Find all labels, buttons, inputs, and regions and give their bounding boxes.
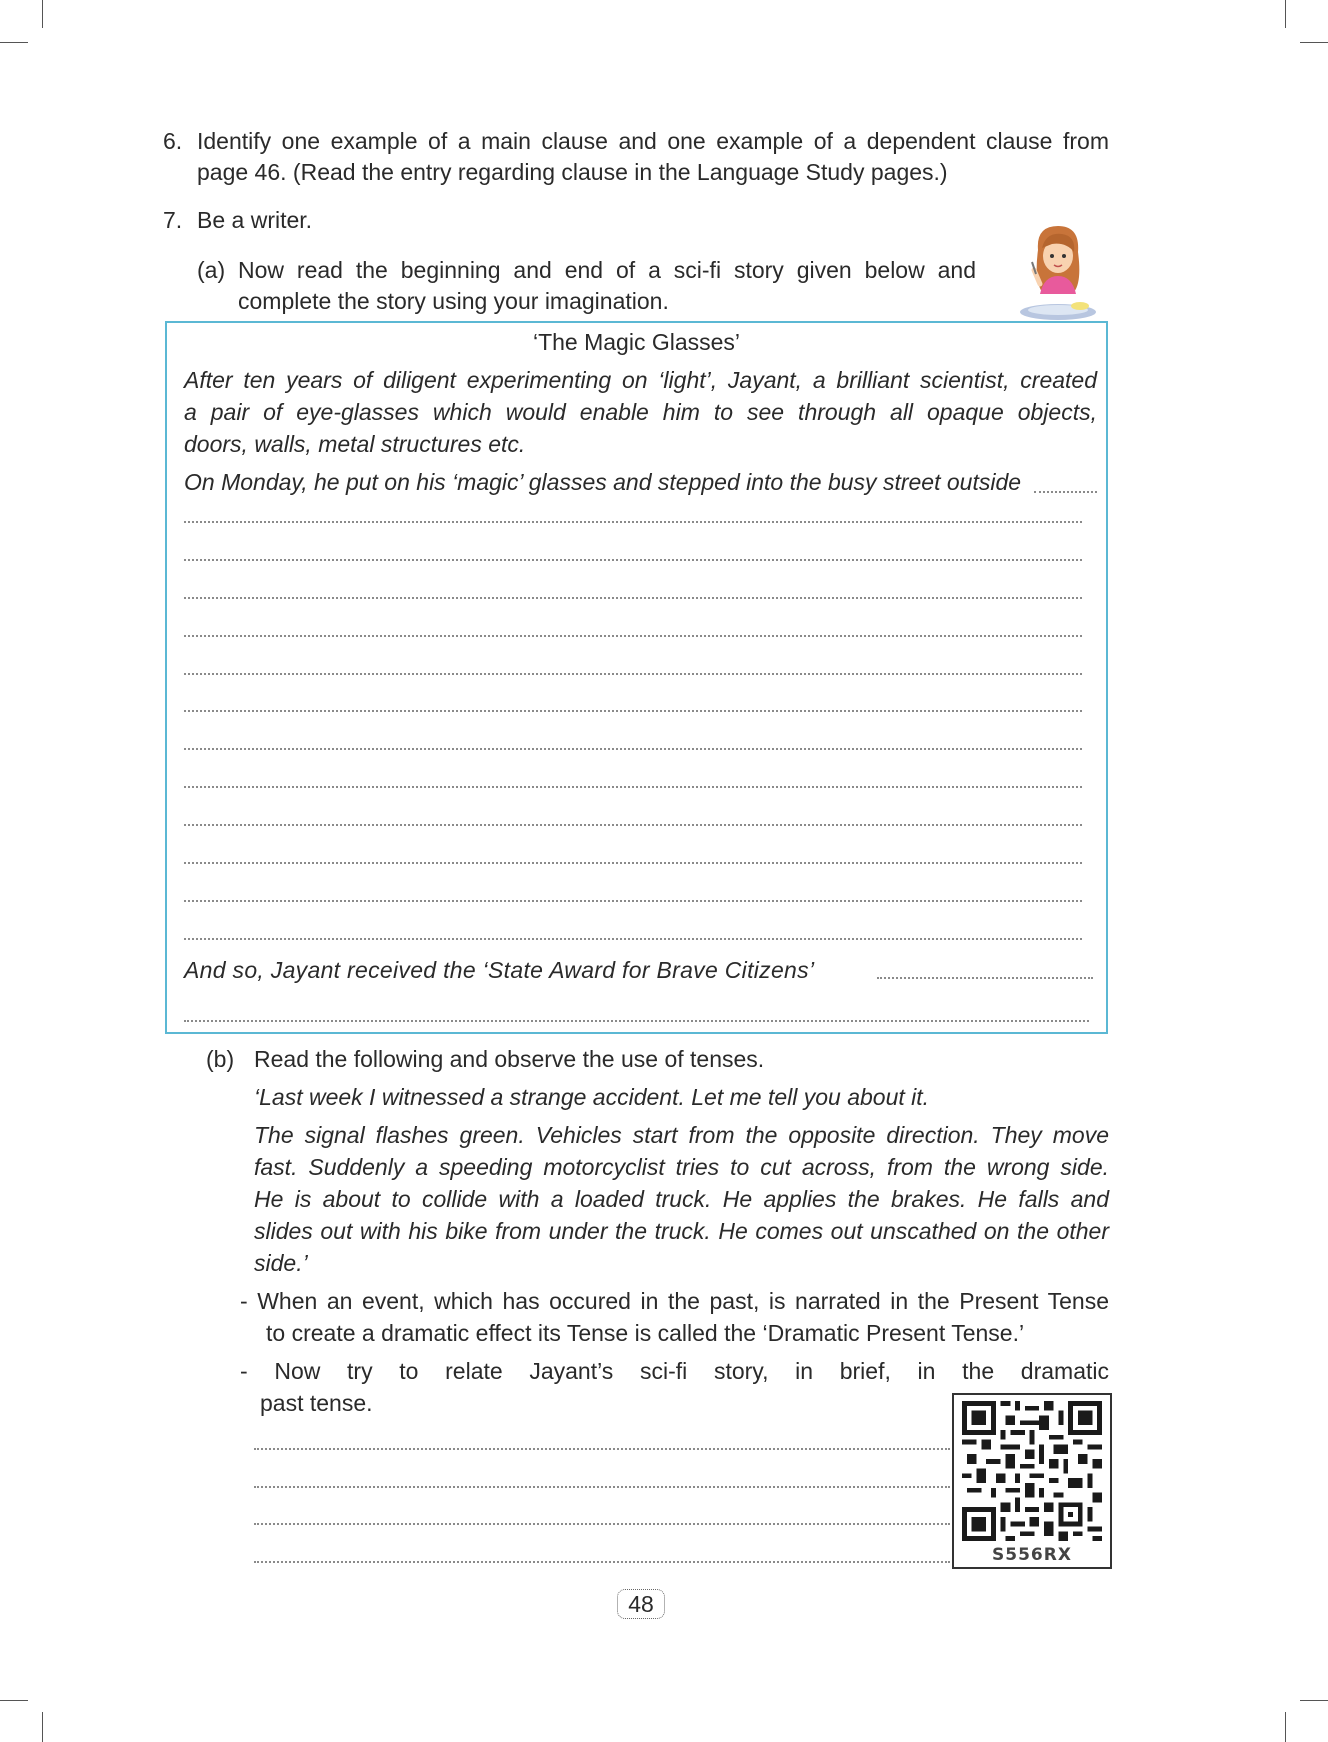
write-line[interactable] — [184, 748, 1082, 750]
q7b-bullet-2-line-2: past tense. — [260, 1390, 373, 1416]
write-line[interactable] — [184, 635, 1082, 637]
story-p1-line-1: After ten years of diligent experimenting on ‘light’, Jayant, a brilliant scientist, created — [184, 367, 1097, 393]
qr-code-icon — [962, 1401, 1102, 1541]
write-line[interactable] — [184, 900, 1082, 902]
q7b-bullet-2-line-1: - Now try to relate Jayant’s sci-fi story, in brief, in the dramatic — [240, 1358, 1109, 1384]
q7b-quote-line-5: slides out with his bike from under the truck. He comes out unscathed on the other — [254, 1218, 1109, 1244]
crop-mark — [1285, 0, 1286, 28]
story-ending: And so, Jayant received the ‘State Award for Brave Citizens’ — [184, 957, 815, 983]
girl-writing-illustration — [1018, 222, 1098, 322]
write-line[interactable] — [184, 559, 1082, 561]
q7b-intro: Read the following and observe the use of tenses. — [254, 1046, 765, 1072]
write-line[interactable] — [254, 1486, 950, 1488]
q6-line-2: page 46. (Read the entry regarding clause in the Language Study pages.) — [197, 159, 948, 185]
q7a-line-1: Now read the beginning and end of a sci-fi story given below and — [238, 257, 976, 283]
crop-mark — [42, 1712, 43, 1742]
q6-number: 6. — [163, 128, 183, 154]
q7b-quote-line-2: The signal flashes green. Vehicles start from the opposite direction. They move — [254, 1122, 1109, 1148]
write-line[interactable] — [1034, 491, 1097, 493]
story-title: ‘The Magic Glasses’ — [532, 329, 741, 355]
write-line[interactable] — [184, 786, 1082, 788]
q7a-line-2: complete the story using your imagination. — [238, 288, 669, 314]
write-line[interactable] — [184, 597, 1082, 599]
crop-mark — [1300, 42, 1328, 43]
q7b-bullet-1-line-2: to create a dramatic effect its Tense is called the ‘Dramatic Present Tense.’ — [266, 1320, 1025, 1346]
write-line[interactable] — [184, 862, 1082, 864]
story-p1-line-2: a pair of eye-glasses which would enable him to see through all opaque objects, — [184, 399, 1097, 425]
qr-code-label: S556RX — [992, 1545, 1072, 1565]
story-p1-line-3: doors, walls, metal structures etc. — [184, 431, 526, 457]
story-p2: On Monday, he put on his ‘magic’ glasses and stepped into the busy street outside — [184, 469, 1022, 495]
q7b-quote-line-3: fast. Suddenly a speeding motorcyclist tries to cut across, from the wrong side. — [254, 1154, 1109, 1180]
crop-mark — [0, 1700, 28, 1701]
q7-number: 7. — [163, 207, 183, 233]
q7b-quote-line-4: He is about to collide with a loaded truck. He applies the brakes. He falls and — [254, 1186, 1109, 1212]
write-line[interactable] — [184, 710, 1082, 712]
crop-mark — [0, 42, 28, 43]
q7b-quote-line-1: ‘Last week I witnessed a strange accident. Let me tell you about it. — [254, 1084, 930, 1110]
write-line[interactable] — [254, 1523, 950, 1525]
q6-line-1: Identify one example of a main clause and one example of a dependent clause from — [197, 128, 1109, 154]
crop-mark — [1300, 1700, 1328, 1701]
write-line[interactable] — [184, 938, 1082, 940]
page-number: 48 — [617, 1589, 665, 1619]
q7-title: Be a writer. — [197, 207, 313, 233]
q7a-label: (a) — [197, 257, 226, 283]
q7b-label: (b) — [206, 1046, 235, 1072]
write-line[interactable] — [184, 824, 1082, 826]
write-line[interactable] — [184, 673, 1082, 675]
crop-mark — [1285, 1712, 1286, 1742]
write-line[interactable] — [184, 1020, 1089, 1022]
write-line[interactable] — [254, 1561, 950, 1563]
qr-code[interactable] — [952, 1393, 1112, 1569]
q7b-quote-last: side.’ — [254, 1250, 308, 1276]
q7b-bullet-1-line-1: - When an event, which has occured in the past, is narrated in the Present Tense — [240, 1288, 1109, 1314]
crop-mark — [42, 0, 43, 28]
write-line[interactable] — [184, 521, 1082, 523]
write-line[interactable] — [254, 1448, 950, 1450]
write-line[interactable] — [877, 977, 1093, 979]
